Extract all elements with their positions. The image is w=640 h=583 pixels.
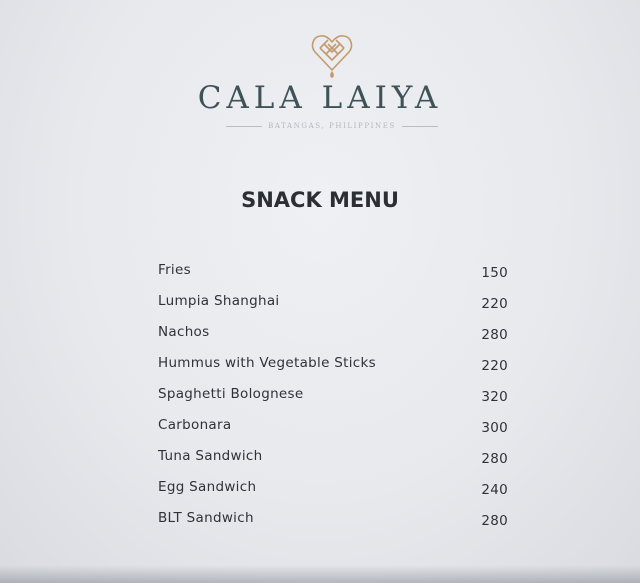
menu-item-price: 220	[481, 296, 508, 312]
menu-item-name: Lumpia Shanghai	[158, 293, 280, 309]
menu-item-name: Carbonara	[158, 417, 232, 433]
menu-item-price: 220	[481, 358, 508, 374]
menu-item-list	[158, 262, 508, 541]
menu-item	[158, 510, 508, 541]
brand-name: CALA LAIYA	[197, 80, 443, 116]
menu-item-name: Egg Sandwich	[158, 479, 257, 495]
tagline-divider-right	[402, 126, 438, 127]
menu-title: SNACK MENU	[241, 188, 399, 212]
menu-item-name: BLT Sandwich	[158, 510, 254, 526]
leaf-heart-monogram-icon	[306, 28, 358, 80]
menu-item-name: Nachos	[158, 324, 210, 340]
menu-item	[158, 448, 508, 479]
menu-item-price: 240	[481, 482, 508, 498]
menu-item-name: Hummus with Vegetable Sticks	[158, 355, 376, 371]
menu-item	[158, 417, 508, 448]
menu-item-price: 150	[481, 265, 508, 281]
menu-item-name: Fries	[158, 262, 191, 278]
menu-item-price: 280	[481, 451, 508, 467]
menu-item-name: Tuna Sandwich	[158, 448, 263, 464]
menu-item	[158, 324, 508, 355]
brand-tagline-row	[214, 120, 450, 132]
menu-item	[158, 386, 508, 417]
menu-item-name: Spaghetti Bolognese	[158, 386, 304, 402]
menu-item	[158, 479, 508, 510]
menu-item-price: 300	[481, 420, 508, 436]
menu-item-price: 280	[481, 513, 508, 529]
menu-item	[158, 355, 508, 386]
menu-item-price: 320	[481, 389, 508, 405]
brand-tagline: BATANGAS, PHILIPPINES	[268, 122, 396, 130]
menu-item-price: 280	[481, 327, 508, 343]
menu-item	[158, 293, 508, 324]
tagline-divider-left	[226, 126, 262, 127]
menu-item	[158, 262, 508, 293]
